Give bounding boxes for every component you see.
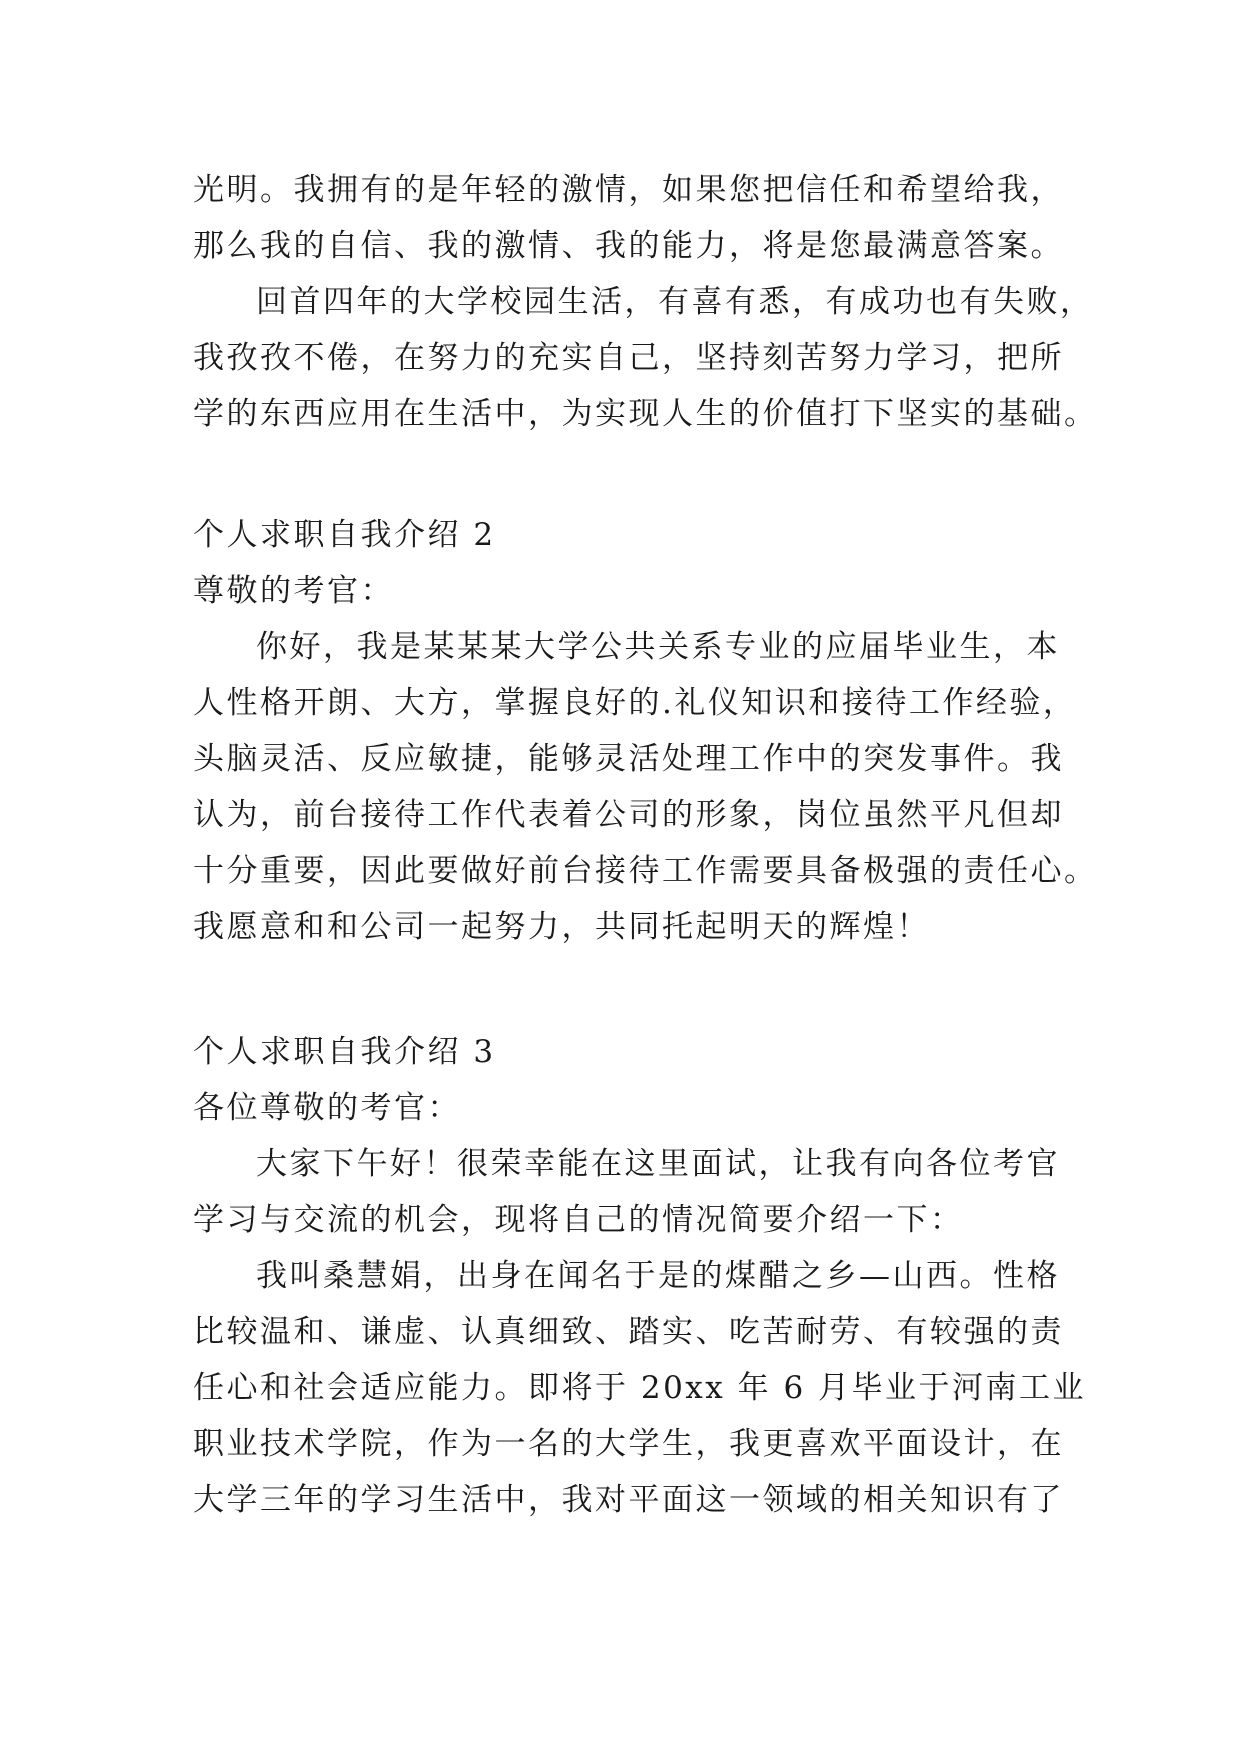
paragraph-line: 比较温和、谦虚、认真细致、踏实、吃苦耐劳、有较强的责 (193, 1314, 1064, 1350)
paragraph-line: 人性格开朗、大方，掌握良好的.礼仪知识和接待工作经验， (193, 685, 1077, 721)
paragraph-line: 回首四年的大学校园生活，有喜有悉，有成功也有失败， (256, 284, 1094, 320)
paragraph-line: 学习与交流的机会，现将自己的情况简要介绍一下： (193, 1202, 964, 1238)
section-title: 个人求职自我介绍 3 (193, 1034, 496, 1070)
paragraph-line: 任心和社会适应能力。即将于 20xx 年 6 月毕业于河南工业 (193, 1370, 1087, 1406)
paragraph-line: 头脑灵活、反应敏捷，能够灵活处理工作中的突发事件。我 (193, 741, 1064, 777)
paragraph-line: 职业技术学院，作为一名的大学生，我更喜欢平面设计，在 (193, 1426, 1064, 1462)
salutation: 各位尊敬的考官： (193, 1090, 461, 1126)
paragraph-line: 学的东西应用在生活中，为实现人生的价值打下坚实的基础。 (193, 396, 1098, 432)
section-title: 个人求职自我介绍 2 (193, 517, 496, 553)
paragraph-line: 我孜孜不倦，在努力的充实自己，坚持刻苦努力学习，把所 (193, 340, 1064, 376)
paragraph-line: 你好，我是某某某大学公共关系专业的应届毕业生，本 (256, 629, 1060, 665)
paragraph-line: 光明。我拥有的是年轻的激情，如果您把信任和希望给我， (193, 172, 1064, 208)
paragraph-line: 大学三年的学习生活中，我对平面这一领域的相关知识有了 (193, 1482, 1064, 1518)
paragraph-line: 我叫桑慧娟，出身在闻名于是的煤醋之乡—山西。性格 (256, 1258, 1060, 1294)
salutation: 尊敬的考官： (193, 573, 394, 609)
paragraph-line: 认为，前台接待工作代表着公司的形象，岗位虽然平凡但却 (193, 797, 1064, 833)
paragraph-line: 那么我的自信、我的激情、我的能力，将是您最满意答案。 (193, 228, 1064, 264)
paragraph-line: 我愿意和和公司一起努力，共同托起明天的辉煌！ (193, 909, 930, 945)
paragraph-line: 十分重要，因此要做好前台接待工作需要具备极强的责任心。 (193, 853, 1098, 889)
paragraph-line: 大家下午好！很荣幸能在这里面试，让我有向各位考官 (256, 1146, 1060, 1182)
